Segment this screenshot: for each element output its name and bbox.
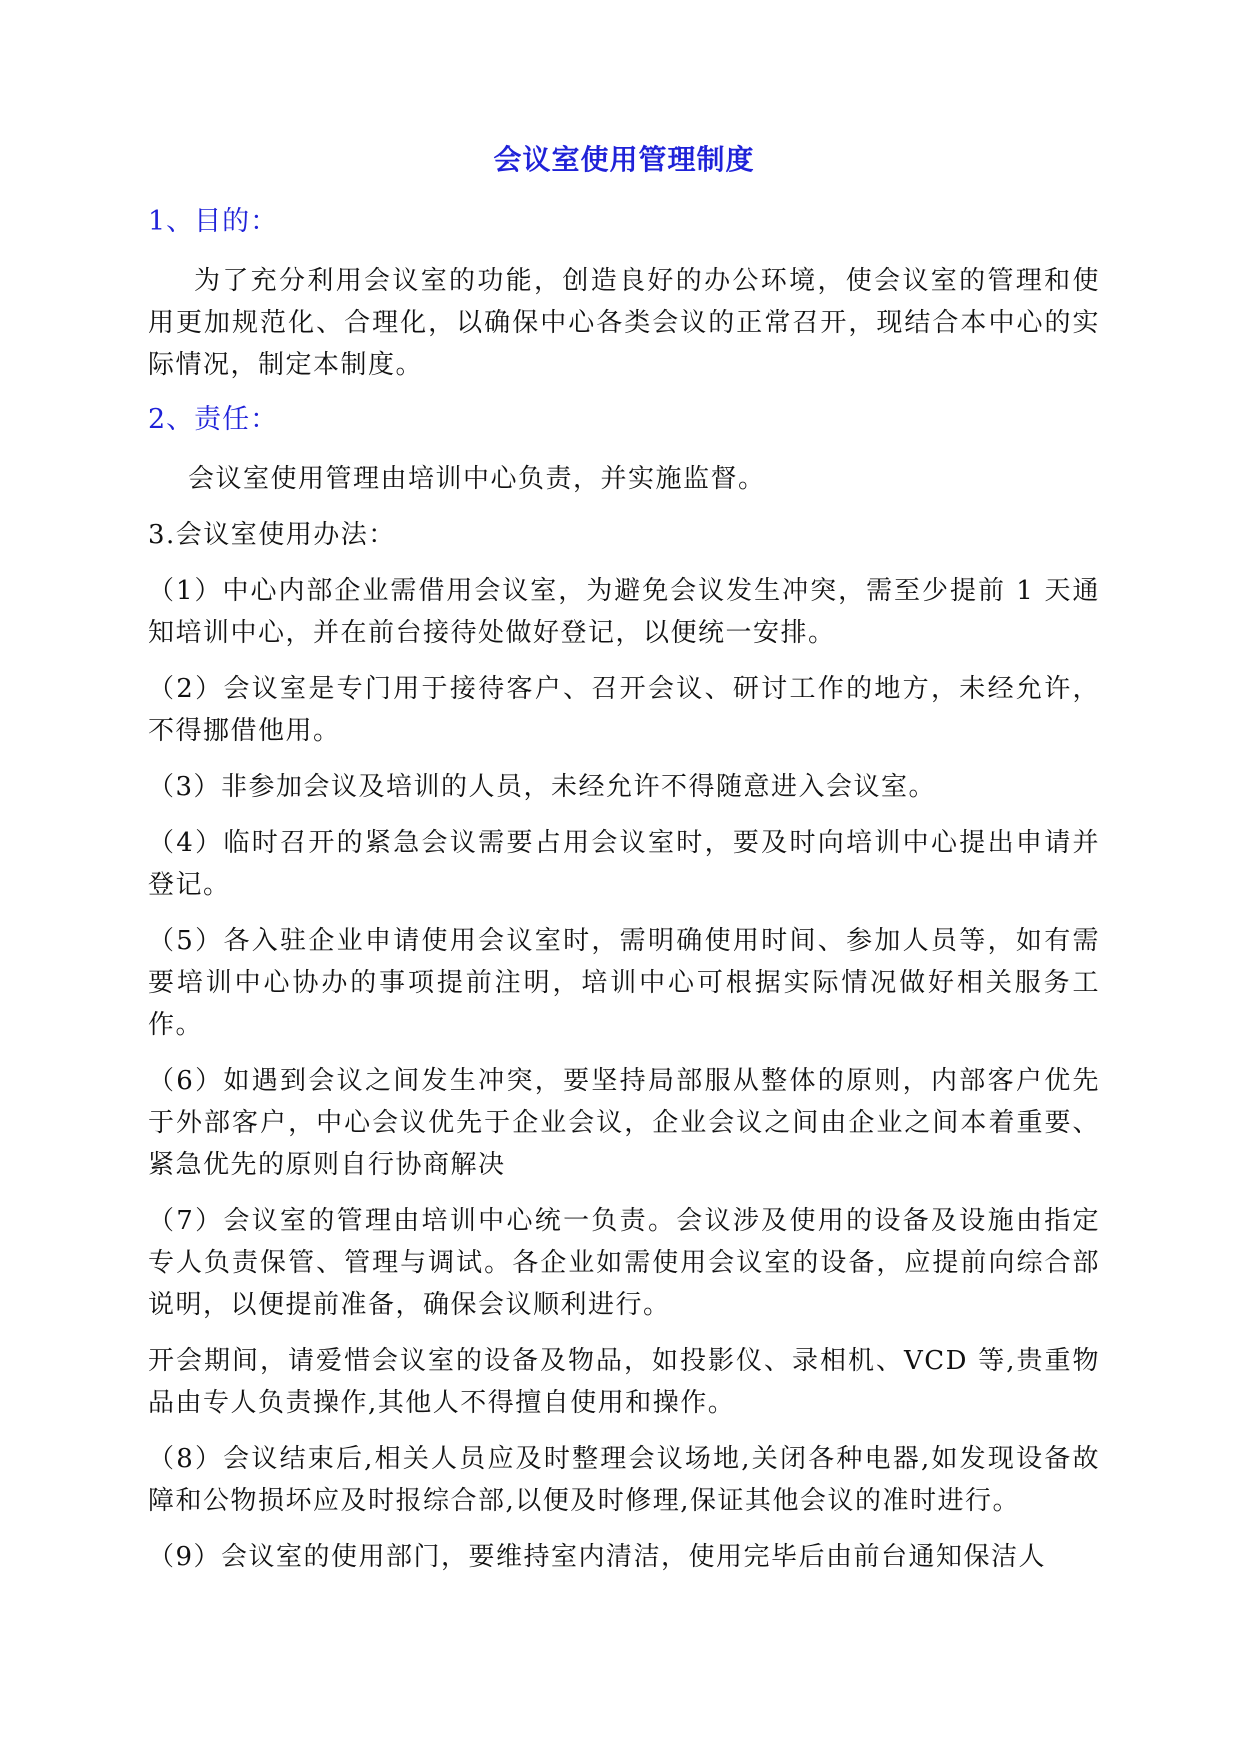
usage-item-7: （7）会议室的管理由培训中心统一负责。会议涉及使用的设备及设施由指定专人负责保管、管理与调试。各企业如需使用会议室的设备，应提前向综合部说明，以便提前准备，确保会议顺利进行。 bbox=[148, 1206, 1100, 1320]
document-title: 会议室使用管理制度 bbox=[493, 143, 755, 176]
usage-item-2: （2）会议室是专门用于接待客户、召开会议、研讨工作的地方，未经允许，不得挪借他用。 bbox=[148, 674, 1100, 746]
section-heading-purpose: 1、目的： bbox=[148, 206, 279, 237]
usage-item-3: （3）非参加会议及培训的人员，未经允许不得随意进入会议室。 bbox=[148, 772, 937, 802]
document-page bbox=[148, 140, 1100, 1592]
usage-item-1: （1）中心内部企业需借用会议室，为避免会议发生冲突，需至少提前 1 天通知培训中心，并在前台接待处做好登记，以便统一安排。 bbox=[148, 576, 1100, 648]
section-heading-usage: 3.会议室使用办法： bbox=[148, 520, 396, 550]
usage-item-6: （6）如遇到会议之间发生冲突，要坚持局部服从整体的原则，内部客户优先于外部客户，中心会议优先于企业会议，企业会议之间由企业之间本着重要、紧急优先的原则自行协商解决 bbox=[148, 1066, 1100, 1180]
usage-item-5: （5）各入驻企业申请使用会议室时，需明确使用时间、参加人员等，如有需要培训中心协办的事项提前注明，培训中心可根据实际情况做好相关服务工作。 bbox=[148, 926, 1100, 1040]
purpose-paragraph: 为了充分利用会议室的功能，创造良好的办公环境，使会议室的管理和使用更加规范化、合理化，以确保中心各类会议的正常召开，现结合本中心的实际情况，制定本制度。 bbox=[148, 266, 1100, 380]
section-heading-responsibility: 2、责任： bbox=[148, 404, 279, 435]
usage-item-9: （9）会议室的使用部门，要维持室内清洁，使用完毕后由前台通知保洁人 bbox=[148, 1542, 1047, 1572]
usage-item-8: （8）会议结束后,相关人员应及时整理会议场地,关闭各种电器,如发现设备故障和公物损坏应及时报综合部,以便及时修理,保证其他会议的准时进行。 bbox=[148, 1444, 1100, 1516]
responsibility-paragraph: 会议室使用管理由培训中心负责，并实施监督。 bbox=[188, 464, 766, 494]
usage-note-meeting-period: 开会期间，请爱惜会议室的设备及物品，如投影仪、录相机、VCD 等,贵重物品由专人负责操作,其他人不得擅自使用和操作。 bbox=[148, 1346, 1100, 1418]
usage-item-4: （4）临时召开的紧急会议需要占用会议室时，要及时向培训中心提出申请并登记。 bbox=[148, 828, 1100, 900]
